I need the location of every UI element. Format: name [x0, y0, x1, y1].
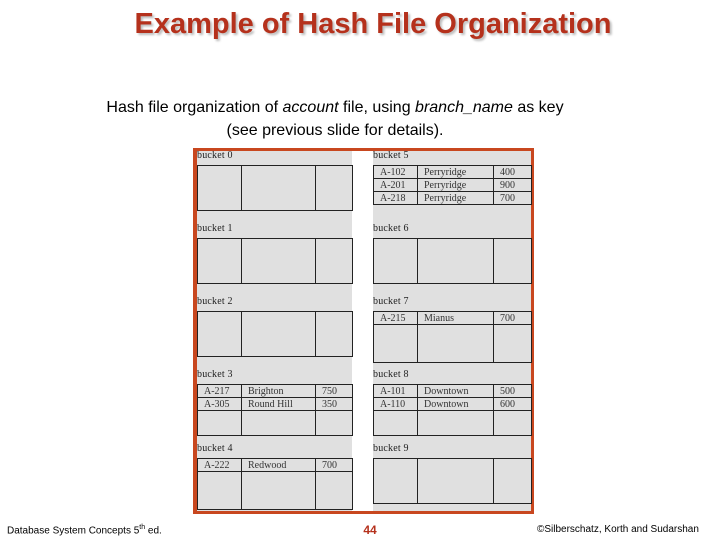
footer-edition-text: ed. — [145, 525, 162, 537]
bucket-record — [198, 398, 353, 411]
bucket-table — [197, 311, 353, 357]
empty-cell — [198, 472, 242, 510]
empty-cell — [494, 459, 532, 504]
empty-cell — [242, 411, 316, 436]
subtitle-italic-key: branch_name — [415, 99, 513, 116]
empty-cell — [242, 312, 316, 357]
account-number-cell: A-215 — [374, 312, 418, 325]
empty-slot — [374, 325, 532, 363]
bucket-label: bucket 0 — [197, 150, 233, 161]
bucket-label: bucket 8 — [373, 369, 409, 380]
bucket-table — [197, 458, 353, 510]
bucket-table — [197, 238, 353, 284]
empty-cell — [316, 411, 353, 436]
branch-name-cell: Downtown — [418, 385, 494, 398]
account-number-cell: A-102 — [374, 166, 418, 179]
balance-cell: 750 — [316, 385, 353, 398]
empty-cell — [374, 239, 418, 284]
empty-cell — [494, 239, 532, 284]
empty-slot — [374, 411, 532, 436]
bucket-table — [197, 384, 353, 436]
page-number: 44 — [363, 523, 377, 537]
branch-name-cell: Perryridge — [418, 179, 494, 192]
subtitle-text: as key — [512, 99, 564, 116]
empty-cell — [418, 239, 494, 284]
balance-cell: 400 — [494, 166, 532, 179]
balance-cell: 500 — [494, 385, 532, 398]
empty-slot — [198, 472, 353, 510]
empty-cell — [418, 411, 494, 436]
subtitle-line-2: (see previous slide for details). — [226, 122, 444, 139]
account-number-cell: A-222 — [198, 459, 242, 472]
account-number-cell: A-110 — [374, 398, 418, 411]
balance-cell: 900 — [494, 179, 532, 192]
bucket-table — [373, 238, 532, 284]
empty-cell — [242, 166, 316, 211]
empty-cell — [374, 325, 418, 363]
branch-name-cell: Downtown — [418, 398, 494, 411]
balance-cell: 600 — [494, 398, 532, 411]
bucket-label: bucket 1 — [197, 223, 233, 234]
empty-slot — [198, 239, 353, 284]
footer-book-text: Database System Concepts 5 — [7, 525, 140, 537]
empty-cell — [198, 166, 242, 211]
slide-subtitle — [0, 96, 670, 142]
empty-cell — [374, 459, 418, 504]
empty-slot — [198, 411, 353, 436]
subtitle-italic-account: account — [282, 99, 339, 116]
empty-cell — [316, 312, 353, 357]
bucket-table — [373, 458, 532, 504]
empty-slot — [198, 312, 353, 357]
empty-cell — [198, 411, 242, 436]
empty-cell — [494, 411, 532, 436]
balance-cell: 700 — [316, 459, 353, 472]
empty-cell — [374, 411, 418, 436]
account-number-cell: A-218 — [374, 192, 418, 205]
empty-cell — [316, 472, 353, 510]
branch-name-cell: Mianus — [418, 312, 494, 325]
footer-edition-sup: th — [139, 524, 146, 531]
branch-name-cell: Perryridge — [418, 166, 494, 179]
balance-cell: 700 — [494, 192, 532, 205]
empty-cell — [316, 166, 353, 211]
bucket-record — [374, 385, 532, 398]
figure-center-divider — [352, 151, 373, 511]
balance-cell: 350 — [316, 398, 353, 411]
bucket-label: bucket 9 — [373, 443, 409, 454]
account-number-cell: A-217 — [198, 385, 242, 398]
account-number-cell: A-101 — [374, 385, 418, 398]
bucket-label: bucket 7 — [373, 296, 409, 307]
bucket-record — [198, 459, 353, 472]
bucket-record — [374, 166, 532, 179]
bucket-label: bucket 6 — [373, 223, 409, 234]
subtitle-text: Hash file organization of — [106, 99, 283, 116]
branch-name-cell: Perryridge — [418, 192, 494, 205]
empty-slot — [374, 459, 532, 504]
bucket-record — [198, 385, 353, 398]
empty-cell — [418, 459, 494, 504]
empty-slot — [198, 166, 353, 211]
bucket-record — [374, 192, 532, 205]
subtitle-line-1 — [0, 96, 670, 119]
branch-name-cell: Brighton — [242, 385, 316, 398]
subtitle-text: file, using — [338, 99, 416, 116]
balance-cell: 700 — [494, 312, 532, 325]
empty-cell — [494, 325, 532, 363]
empty-cell — [242, 239, 316, 284]
empty-cell — [316, 239, 353, 284]
empty-cell — [418, 325, 494, 363]
empty-slot — [374, 239, 532, 284]
footer-copyright: ©Silberschatz, Korth and Sudarshan — [537, 524, 699, 535]
branch-name-cell: Round Hill — [242, 398, 316, 411]
bucket-record — [374, 398, 532, 411]
bucket-label: bucket 2 — [197, 296, 233, 307]
bucket-label: bucket 4 — [197, 443, 233, 454]
slide-title: Example of Hash File Organization — [134, 8, 612, 40]
bucket-table — [197, 165, 353, 211]
bucket-table — [373, 311, 532, 363]
bucket-record — [374, 179, 532, 192]
hash-buckets-figure — [193, 148, 534, 514]
account-number-cell: A-305 — [198, 398, 242, 411]
bucket-label: bucket 5 — [373, 150, 409, 161]
bucket-table — [373, 165, 532, 205]
bucket-table — [373, 384, 532, 436]
footer-book-title — [7, 524, 162, 536]
bucket-record — [374, 312, 532, 325]
empty-cell — [242, 472, 316, 510]
empty-cell — [198, 312, 242, 357]
bucket-label: bucket 3 — [197, 369, 233, 380]
account-number-cell: A-201 — [374, 179, 418, 192]
branch-name-cell: Redwood — [242, 459, 316, 472]
empty-cell — [198, 239, 242, 284]
